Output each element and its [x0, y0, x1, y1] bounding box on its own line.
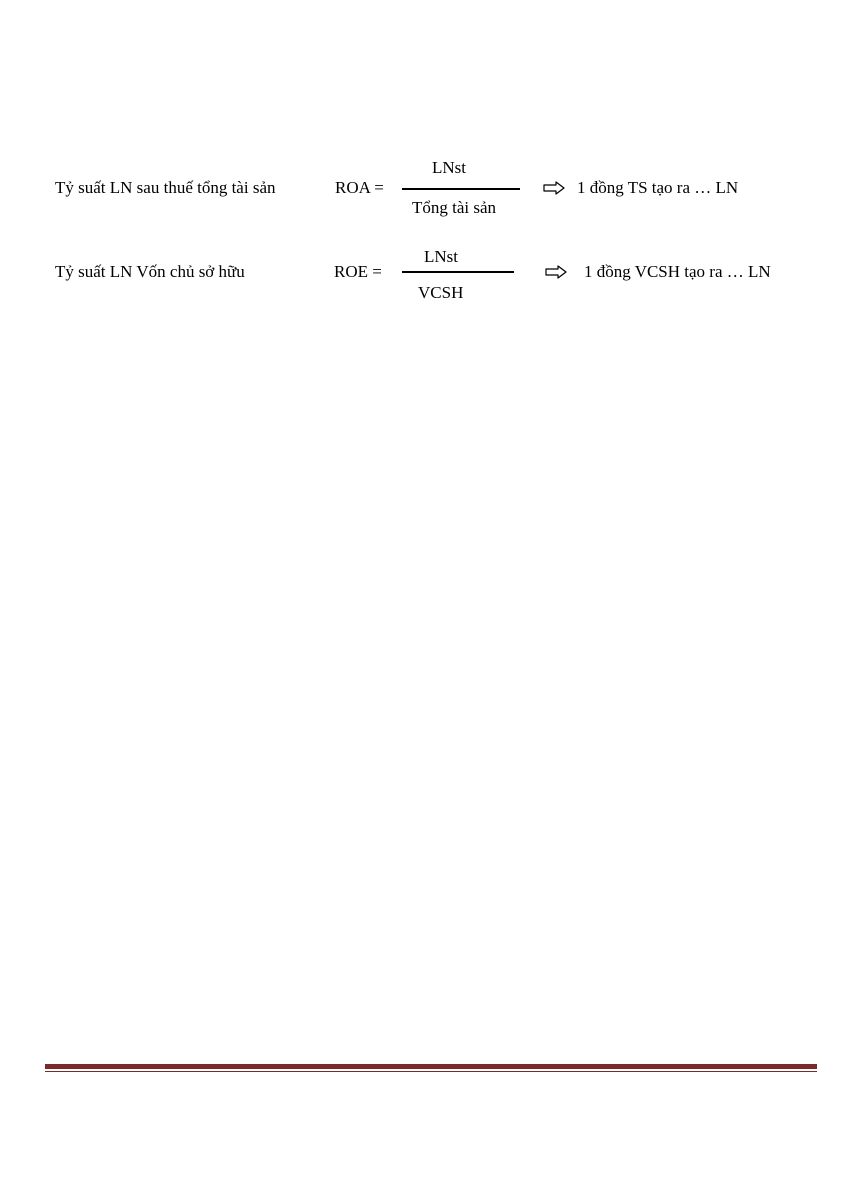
row-label: Tỷ suất LN sau thuế tổng tài sản [55, 178, 276, 197]
result-text: 1 đồng TS tạo ra … LN [577, 178, 739, 197]
fraction-numerator: LNst [432, 158, 466, 177]
fraction-numerator: LNst [424, 247, 458, 266]
right-arrow-icon [545, 265, 567, 279]
fraction-bar [402, 188, 520, 190]
fraction-bar [402, 271, 514, 273]
formula-lhs: ROA = [335, 178, 384, 197]
result-text: 1 đồng VCSH tạo ra … LN [584, 262, 771, 281]
fraction-denominator: VCSH [418, 283, 464, 302]
formula-lhs: ROE = [334, 262, 382, 281]
fraction-denominator: Tổng tài sản [412, 198, 497, 217]
right-arrow-icon [543, 181, 565, 195]
row-label: Tỷ suất LN Vốn chủ sở hữu [55, 262, 245, 281]
footer-rule [45, 1064, 817, 1073]
footer-rule-thick [45, 1064, 817, 1069]
footer-rule-thin [45, 1071, 817, 1072]
